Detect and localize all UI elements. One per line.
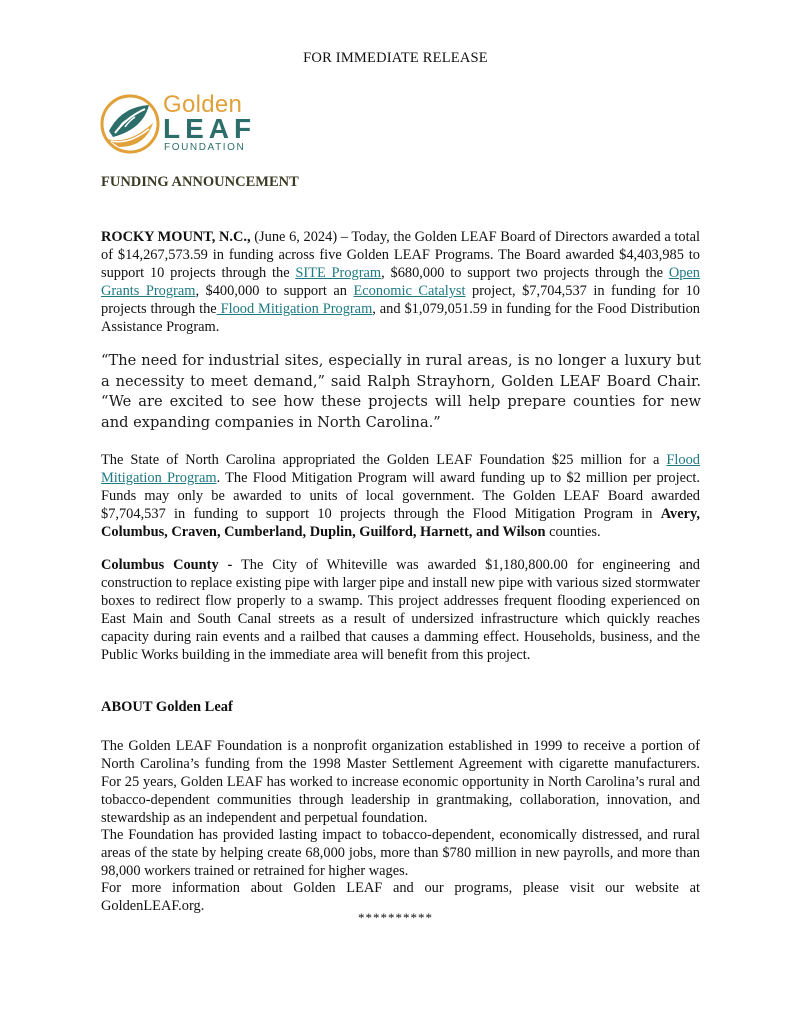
intro-text-4: project, $7,704,537 in funding for 10 projects through the bbox=[101, 283, 701, 317]
intro-text-2: , $680,000 to support two projects through the bbox=[381, 265, 669, 281]
flood-text-1: The State of North Carolina appropriated the Golden LEAF Foundation $25 million for a bbox=[101, 452, 667, 468]
intro-paragraph bbox=[101, 228, 700, 336]
flood-mitigation-paragraph bbox=[101, 451, 700, 541]
flood-text-3: counties. bbox=[545, 524, 601, 540]
site-program-link[interactable]: SITE Program bbox=[295, 265, 382, 281]
about-paragraph-2: The Foundation has provided lasting impact to tobacco-dependent, economically distressed, and rural areas of the state by helping create 68,000 jobs, more than $780 million in new payrolls, and more than 98,000 workers trained or retrained for higher wages. bbox=[101, 827, 700, 879]
logo-leaf-text: LEAF bbox=[163, 113, 257, 144]
columbus-county-label: Columbus County - bbox=[101, 557, 233, 573]
dateline: ROCKY MOUNT, N.C., bbox=[101, 229, 251, 245]
about-paragraph-1: The Golden LEAF Foundation is a nonprofit organization established in 1999 to receive a portion of North Carolina’s funding from the 1998 Master Settlement Agreement with cigarette manufacturers. For 25 years, Golden LEAF has worked to increase economic opportunity in North Carolina’s rural and tobacco-dependent communities through leadership in grantmaking, collaboration, innovation, and stewardship as an independent and perpetual foundation. bbox=[101, 738, 700, 826]
flood-mitigation-program-link[interactable]: Flood Mitigation Program bbox=[216, 301, 373, 317]
end-marks: ********** bbox=[358, 910, 433, 925]
flood-mitigation-link[interactable]: Flood Mitigation Program bbox=[101, 452, 700, 486]
leaf-emblem-icon bbox=[99, 93, 161, 155]
intro-text-3: , $400,000 to support an bbox=[195, 283, 354, 299]
flood-text-2: . The Flood Mitigation Program will award funding up to $2 million per project. Funds may only be awarded to units of local government. The Golden LEAF Board awarded $7,704,537 in funding to support 10 projects through the Flood Mitigation Program in bbox=[101, 470, 700, 522]
golden-leaf-logo bbox=[99, 91, 269, 157]
release-line: FOR IMMEDIATE RELEASE bbox=[303, 50, 488, 66]
economic-catalyst-link[interactable]: Economic Catalyst bbox=[353, 283, 466, 299]
intro-text-1: (June 6, 2024) – Today, the Golden LEAF Board of Directors awarded a total of $14,267,573.59 in funding across five Golden LEAF Programs. The Board awarded $4,403,985 to support 10 projects through the bbox=[101, 229, 700, 281]
about-heading: ABOUT Golden Leaf bbox=[101, 699, 233, 715]
columbus-county-text: The City of Whiteville was awarded $1,180,800.00 for engineering and construction to replace existing pipe with larger pipe and install new pipe with various sized stormwater boxes to redirect flow properly to a swamp. This project addresses frequent flooding experienced on East Main and South Canal streets as a result of undersized infrastructure which quickly reaches capacity during rain events and a railbed that causes a damming effect. Households, business, and the Public Works building in the immediate area will benefit from this project. bbox=[101, 557, 700, 663]
columbus-county-paragraph bbox=[101, 556, 700, 664]
about-paragraph-3: For more information about Golden LEAF and our programs, please visit our website at GoldenLEAF.org. bbox=[101, 880, 700, 914]
logo-golden-text: Golden bbox=[163, 91, 243, 118]
funding-announcement-heading: FUNDING ANNOUNCEMENT bbox=[101, 174, 299, 190]
board-chair-quote: “The need for industrial sites, especially in rural areas, is no longer a luxury but a necessity to meet demand,” said Ralph Strayhorn, Golden LEAF Board Chair. “We are excited to see how these projects will help prepare counties for new and expanding companies in North Carolina.” bbox=[101, 352, 701, 431]
logo-foundation-text: FOUNDATION bbox=[164, 142, 246, 153]
open-grants-program-link[interactable]: Open Grants Program bbox=[101, 265, 700, 299]
counties-list: Avery, Columbus, Craven, Cumberland, Duplin, Guilford, Harnett, and Wilson bbox=[101, 506, 700, 540]
intro-text-5: , and $1,079,051.59 in funding for the Food Distribution Assistance Program. bbox=[101, 301, 700, 335]
